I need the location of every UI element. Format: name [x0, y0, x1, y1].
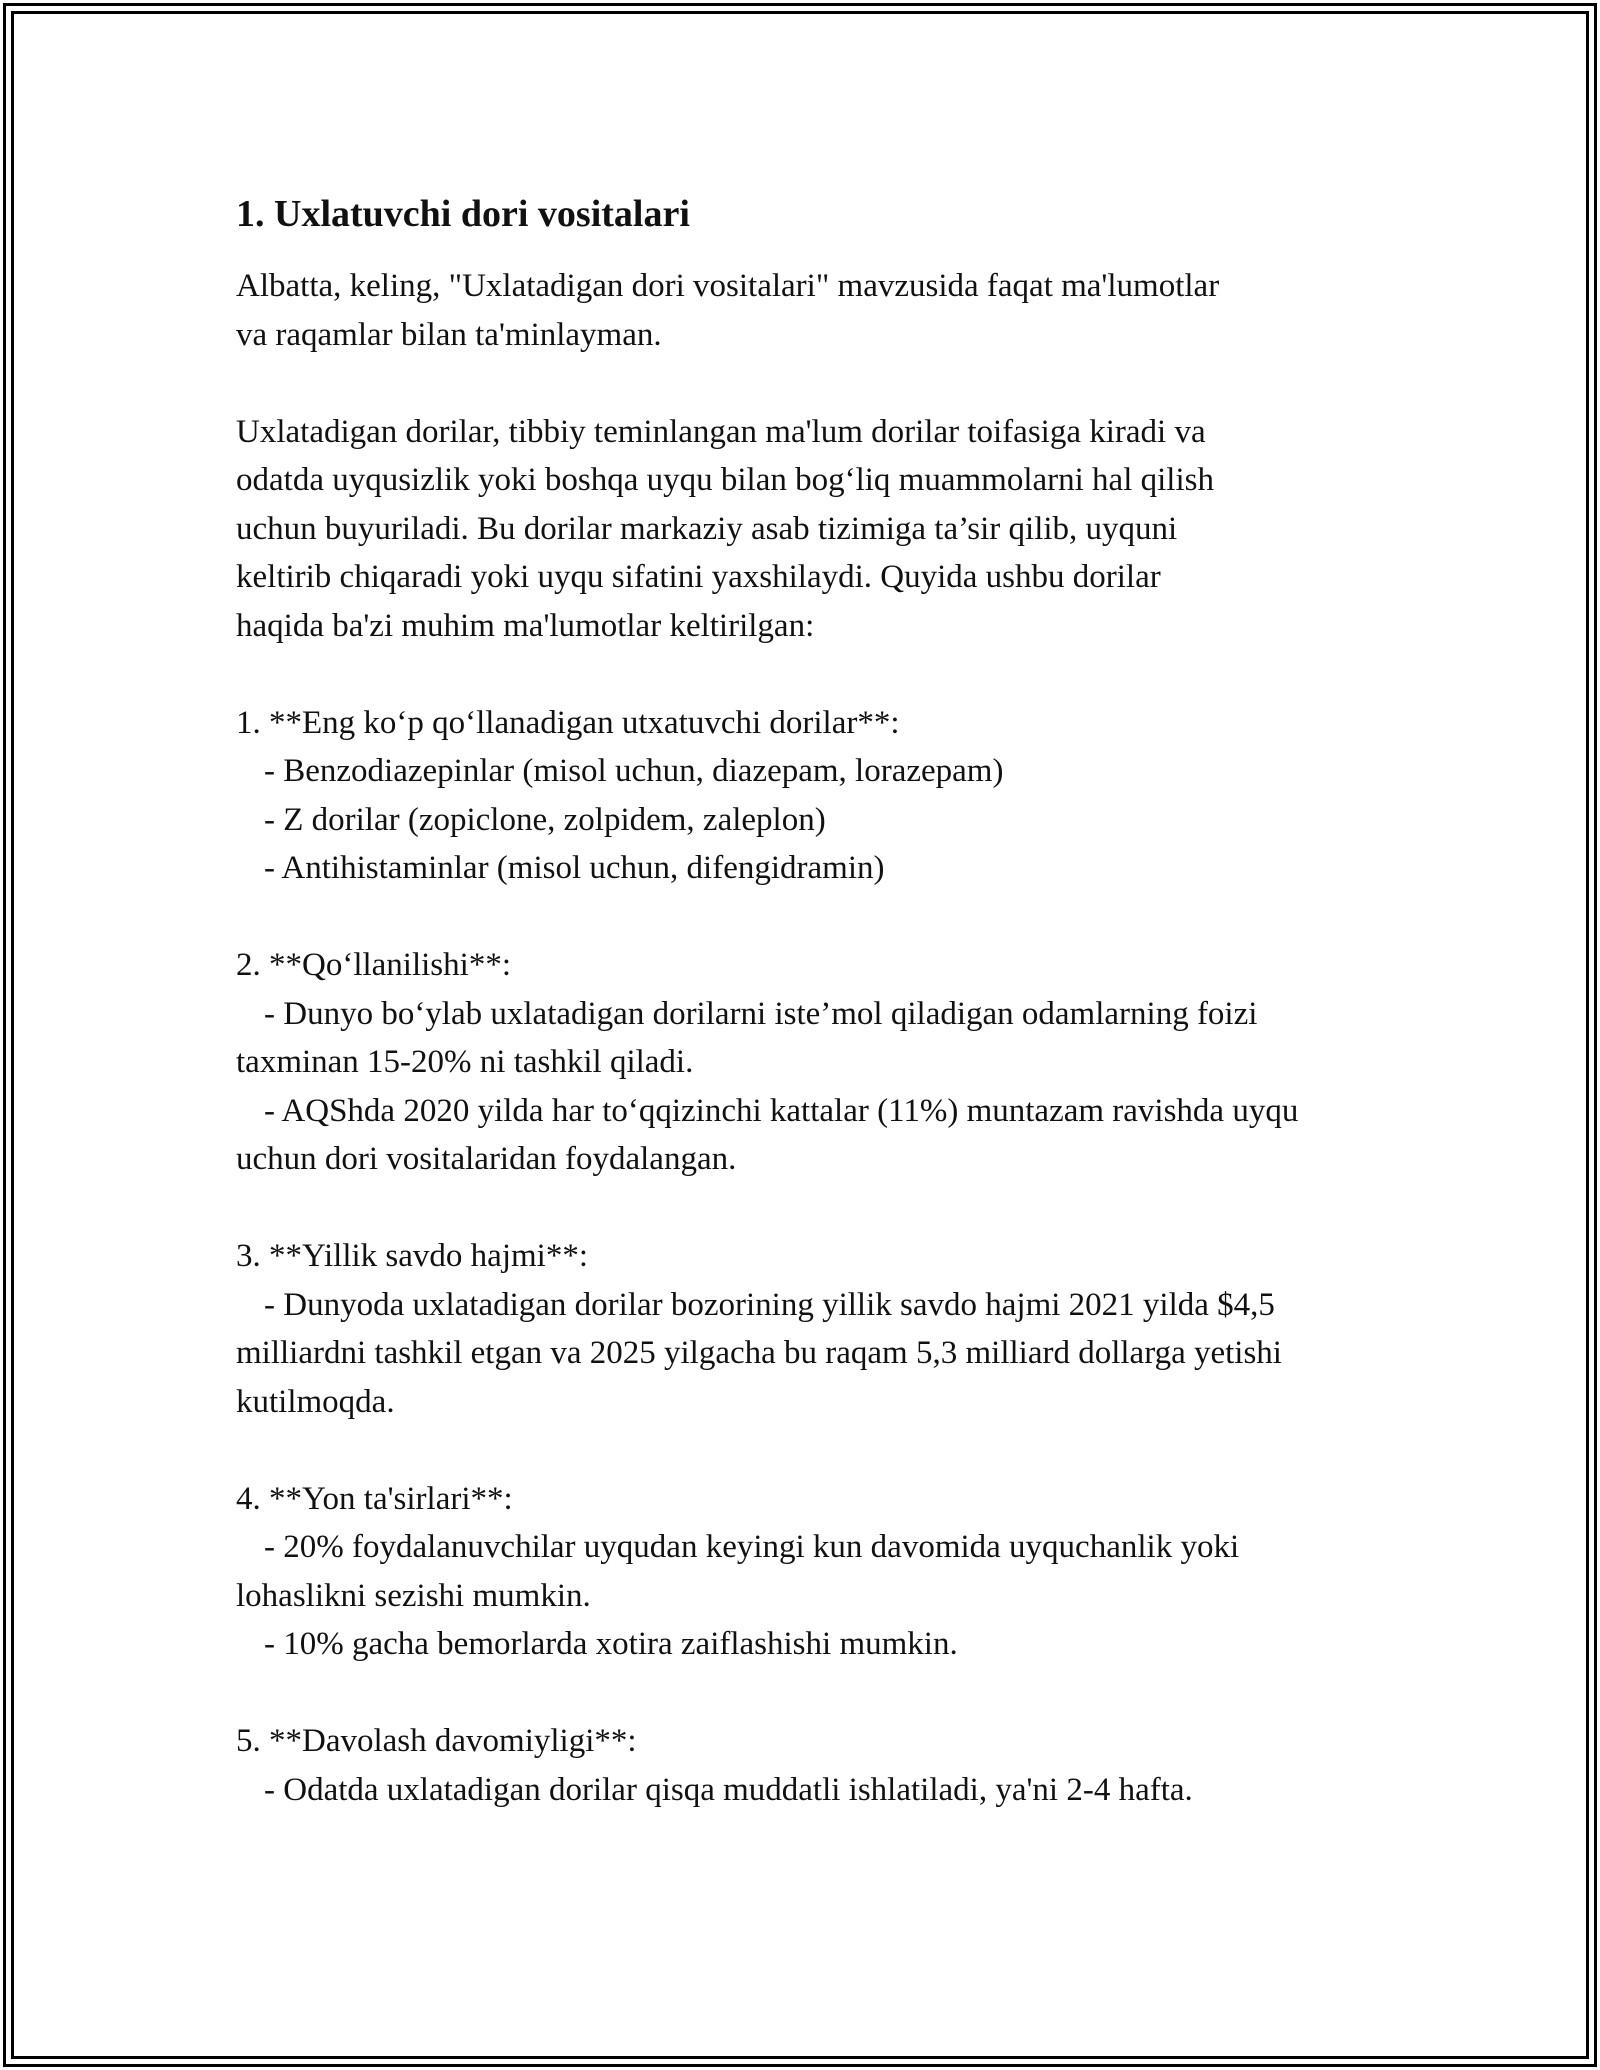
list-item: - 10% gacha bemorlarda xotira zaiflashishi mumkin.: [264, 1626, 958, 1662]
document-body: [236, 186, 1376, 1814]
list-item: - Z dorilar (zopiclone, zolpidem, zaleplon): [264, 801, 826, 838]
section-5: [236, 1717, 1376, 1814]
section-heading: 1. **Eng ko‘p qo‘llanadigan utxatuvchi dorilar**:: [236, 704, 900, 741]
section-3: [236, 1232, 1376, 1426]
intro-paragraph: Albatta, keling, "Uxlatadigan dori vositalari" mavzusida faqat ma'lumotlar va raqamlar bilan ta'minlayman.: [236, 268, 1220, 353]
list-item: - Benzodiazepinlar (misol uchun, diazepam, lorazepam): [264, 753, 1004, 789]
list-item: - Antihistaminlar (misol uchun, difengidramin): [264, 850, 885, 886]
list-item: - Dunyoda uxlatadigan dorilar bozorining yillik savdo hajmi 2021 yilda $4,5 milliardni tashkil etgan va 2025 yilgacha bu raqam 5,3 milliard dollarga yetishi kutilmoqda.: [236, 1286, 1282, 1420]
description-paragraph: Uxlatadigan dorilar, tibbiy teminlangan ma'lum dorilar toifasiga kiradi va odatda uyqusizlik yoki boshqa uyqu bilan bog‘liq muammolarni hal qilish uchun buyuriladi. Bu dorilar markaziy asab tizimiga ta’sir qilib, uyquni keltirib chiqaradi yoki uyqu sifatini yaxshilaydi. Quyida ushbu dorilar haqida ba'zi muhim ma'lumotlar keltirilgan:: [236, 413, 1214, 644]
list-item: - Odatda uxlatadigan dorilar qisqa muddatli ishlatiladi, ya'ni 2-4 hafta.: [264, 1771, 1193, 1808]
section-heading: 5. **Davolash davomiyligi**:: [236, 1723, 637, 1759]
list-item: - AQShda 2020 yilda har to‘qqizinchi kattalar (11%) muntazam ravishda uyqu uchun dori vositalaridan foydalangan.: [236, 1092, 1299, 1177]
section-heading: 4. **Yon ta'sirlari**:: [236, 1480, 513, 1517]
section-2: [236, 941, 1376, 1184]
list-item: - 20% foydalanuvchilar uyqudan keyingi kun davomida uyquchanlik yoki lohaslikni sezishi mumkin.: [236, 1529, 1240, 1614]
section-heading: 3. **Yillik savdo hajmi**:: [236, 1238, 588, 1274]
section-1: [236, 699, 1376, 893]
document-title: 1. Uxlatuvchi dori vositalari: [236, 193, 690, 235]
section-heading: 2. **Qo‘llanilishi**:: [236, 947, 511, 983]
list-item: - Dunyo bo‘ylab uxlatadigan dorilarni iste’mol qiladigan odamlarning foizi taxminan 15-20% ni tashkil qiladi.: [236, 995, 1258, 1080]
section-4: [236, 1475, 1376, 1669]
